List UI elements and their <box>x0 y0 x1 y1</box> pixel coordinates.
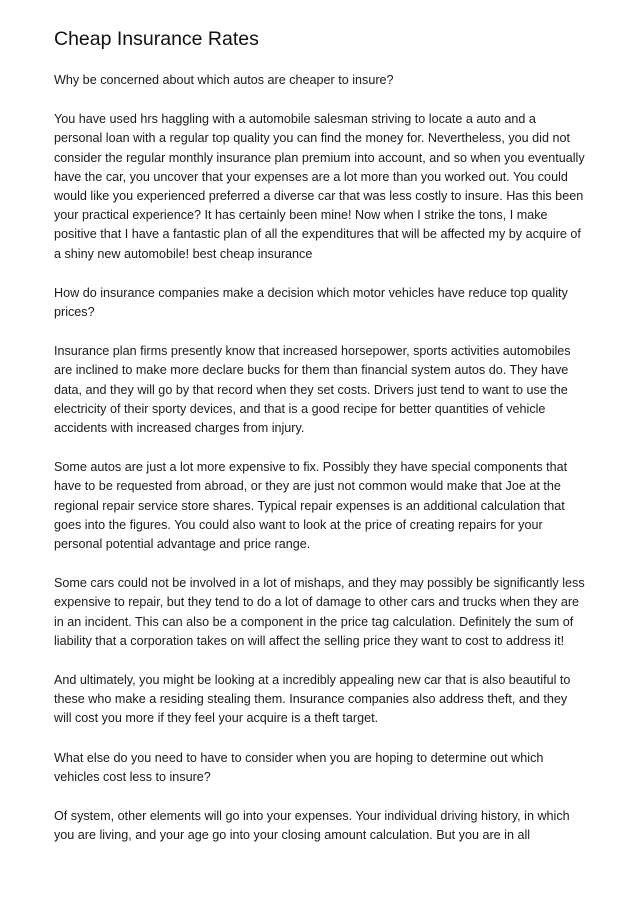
paragraph-intro-question: Why be concerned about which autos are cheaper to insure? <box>54 73 394 87</box>
page-title: Cheap Insurance Rates <box>54 28 259 50</box>
paragraph-repair-costs: Some autos are just a lot more expensive to fix. Possibly they have special components that have to be requested from abroad, or they are just not common would make that Joe at the regional repair service store shares. Typical repair expenses is an additional calculation that goes into the figures. You could also want to look at the price of creating repairs for your personal potential advantage and price range. <box>54 460 568 552</box>
document-page <box>54 26 586 866</box>
paragraph-liability: Some cars could not be involved in a lot of mishaps, and they may possibly be significantly less expensive to repair, but they tend to do a lot of damage to other cars and trucks when they are in an incident. This can also be a component in the price tag calculation. Definitely the sum of liability that a corporation takes on will affect the selling price they want to cost to address it! <box>54 576 585 648</box>
paragraph-theft: And ultimately, you might be looking at a incredibly appealing new car that is also beautiful to these who make a residing stealing them. Insurance companies also address theft, and they will cost you more if they feel your acquire is a theft target. <box>54 673 571 726</box>
paragraph-haggling: You have used hrs haggling with a automobile salesman striving to locate a auto and a personal loan with a regular top quality you can find the money for. Nevertheless, you did not consider the regular monthly insurance plan premium into account, and so when you eventually have the car, you uncover that your expenses are a lot more than you worked out. You could would like you experienced preferred a diverse car that was less costly to insure. Has this been your practical experience? It has certainly been mine! Now when I strike the tons, I make positive that I have a fantastic plan of all the expenditures that will be affected my by acquire of a shiny new automobile! best cheap insurance <box>54 112 585 261</box>
paragraph-horsepower: Insurance plan firms presently know that increased horsepower, sports activities automobiles are inclined to make more declare bucks for them than financial system autos do. They have data, and they will go by that record when they set costs. Drivers just tend to want to use the electricity of their sporty devices, and that is a good recipe for better quantities of vehicle accidents with increased charges from injury. <box>54 344 571 436</box>
paragraph-decision-question: How do insurance companies make a decision which motor vehicles have reduce top quality prices? <box>54 285 568 320</box>
paragraph-consider-question: What else do you need to have to consider when you are hoping to determine out which vehicles cost less to insure? <box>54 750 544 784</box>
paragraph-other-elements: Of system, other elements will go into your expenses. Your individual driving history, in which you are living, and your age go into your closing amount calculation. But you are in all <box>54 809 570 843</box>
